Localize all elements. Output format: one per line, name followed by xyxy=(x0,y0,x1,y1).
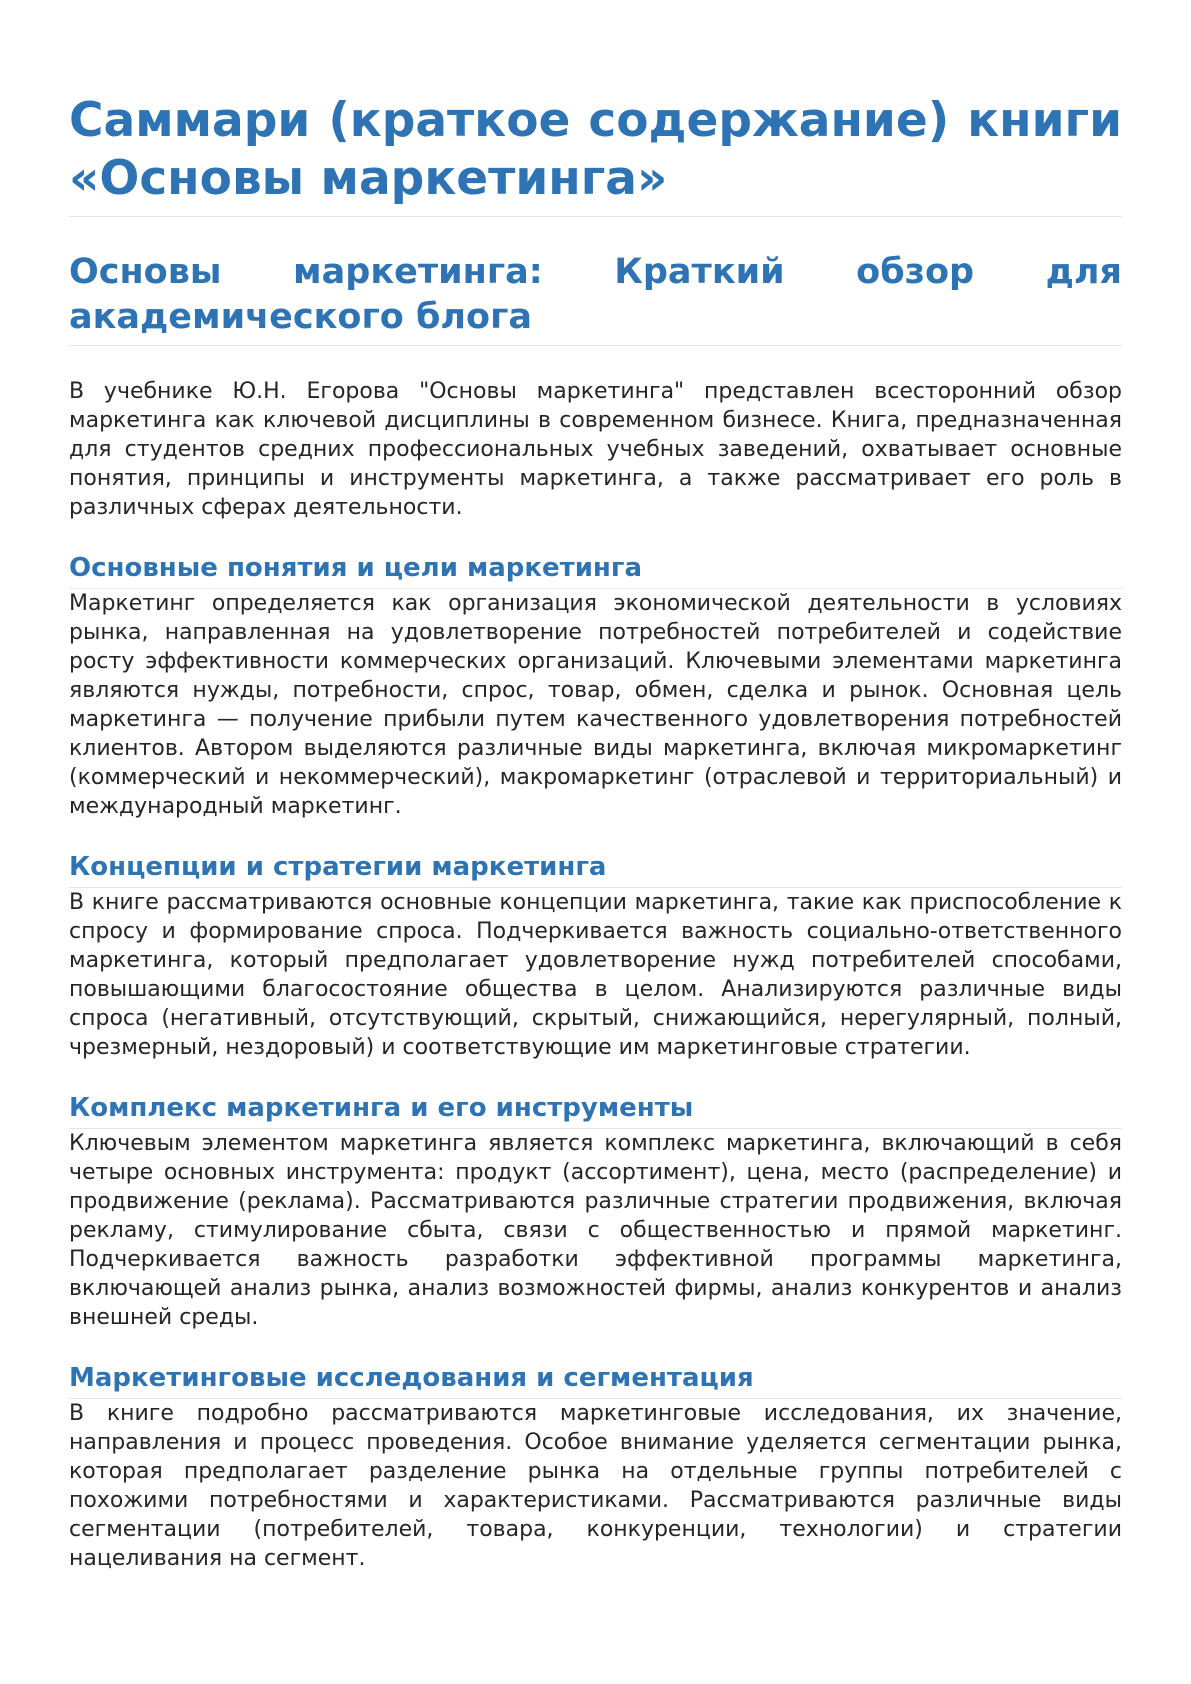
section-heading-research: Маркетинговые исследования и сегментация xyxy=(69,1361,1122,1399)
section-text-marketing-mix: Ключевым элементом маркетинга является комплекс маркетинга, включающий в себя четыре основных инструмента: продукт (ассортимент), цена, место (распределение) и продвижение (реклама). Рассматриваются различные стратегии продвижения, включая рекламу, стимулирование сбыта, связи с общественностью и прямой маркетинг. Подчеркивается важность разработки эффективной программы маркетинга, включающей анализ рынка, анализ возможностей фирмы, анализ конкурентов и анализ внешней среды. xyxy=(69,1131,1122,1330)
document-subtitle: Основы маркетинга: Краткий обзор для академического блога xyxy=(69,250,1122,346)
section-heading-concepts: Основные понятия и цели маркетинга xyxy=(69,551,1122,589)
section-text-strategies: В книге рассматриваются основные концепции маркетинга, такие как приспособление к спросу и формирование спроса. Подчеркивается важность социально-ответственного маркетинга, который предполагает удовлетворение нужд потребителей способами, повышающими благосостояние общества в целом. Анализируются различные виды спроса (негативный, отсутствующий, скрытый, снижающийся, нерегулярный, полный, чрезмерный, нездоровый) и соответствующие им маркетинговые стратегии. xyxy=(69,890,1122,1060)
intro-paragraph: В учебнике Ю.Н. Егорова "Основы маркетинга" представлен всесторонний обзор маркетинга как ключевой дисциплины в современном бизнесе. Книга, предназначенная для студентов средних профессиональных учебных заведений, охватывает основные понятия, принципы и инструменты маркетинга, а также рассматривает его роль в различных сферах деятельности. xyxy=(69,379,1122,520)
section-heading-marketing-mix: Комплекс маркетинга и его инструменты xyxy=(69,1091,1122,1129)
section-text-research: В книге подробно рассматриваются маркетинговые исследования, их значение, направления и процесс проведения. Особое внимание уделяется сегментации рынка, которая предполагает разделение рынка на отдельные группы потребителей с похожими потребностями и характеристиками. Рассматриваются различные виды сегментации (потребителей, товара, конкуренции, технологии) и стратегии нацеливания на сегмент. xyxy=(69,1401,1122,1571)
document-title: Саммари (краткое содержание) книги «Основы маркетинга» xyxy=(69,92,1122,217)
document-page xyxy=(69,92,1122,1573)
section-text-concepts: Маркетинг определяется как организация экономической деятельности в условиях рынка, направленная на удовлетворение потребностей потребителей и содействие росту эффективности коммерческих организаций. Ключевыми элементами маркетинга являются нужды, потребности, спрос, товар, обмен, сделка и рынок. Основная цель маркетинга — получение прибыли путем качественного удовлетворения потребностей клиентов. Автором выделяются различные виды маркетинга, включая микромаркетинг (коммерческий и некоммерческий), макромаркетинг (отраслевой и территориальный) и международный маркетинг. xyxy=(69,591,1122,819)
section-heading-strategies: Концепции и стратегии маркетинга xyxy=(69,850,1122,888)
